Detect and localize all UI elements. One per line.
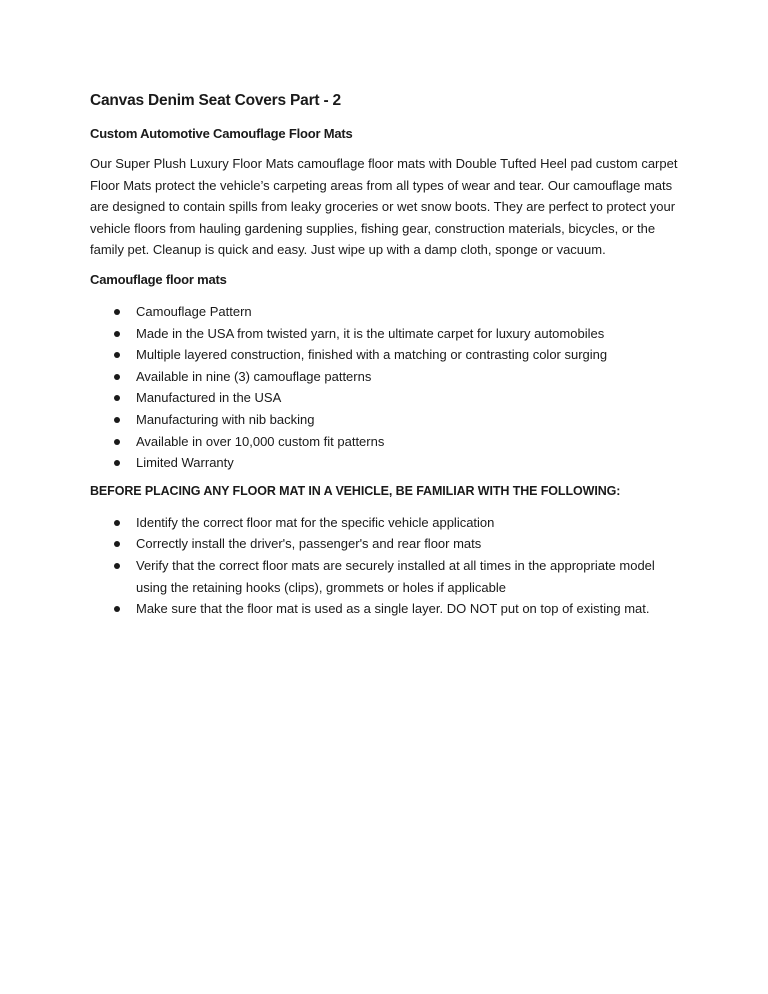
document-title: Canvas Denim Seat Covers Part - 2 <box>90 92 341 109</box>
bullet-icon <box>114 460 120 466</box>
intro-paragraph: Our Super Plush Luxury Floor Mats camouflage floor mats with Double Tufted Heel pad custom carpet Floor Mats protect the vehicle’s carpeting areas from all types of wear and tear. Our camouflage mats are designed to contain spills from leaky groceries or wet snow boots. They are perfect to protect your vehicle floors from hauling gardening supplies, fishing gear, construction materials, bicycles, or the family pet. Cleanup is quick and easy. Just wipe up with a damp cloth, sponge or vacuum. <box>90 156 678 258</box>
features-list <box>90 301 680 474</box>
list-item-text: Correctly install the driver's, passenger's and rear floor mats <box>136 536 482 552</box>
bullet-icon <box>114 563 120 569</box>
list-item-text: Multiple layered construction, finished with a matching or contrasting color surging <box>136 347 608 363</box>
list-item <box>90 366 680 388</box>
warning-heading: BEFORE PLACING ANY FLOOR MAT IN A VEHICLE, BE FAMILIAR WITH THE FOLLOWING: <box>90 483 621 498</box>
list-item <box>90 301 680 323</box>
bullet-icon <box>114 374 120 380</box>
list-item <box>90 533 680 555</box>
list-item-text: Camouflage Pattern <box>136 303 252 319</box>
list-item-text: Identify the correct floor mat for the specific vehicle application <box>136 514 495 530</box>
bullet-icon <box>114 520 120 526</box>
list-item-text: Manufacturing with nib backing <box>136 411 315 427</box>
bullet-icon <box>114 352 120 358</box>
bullet-icon <box>114 309 120 315</box>
list-item <box>90 452 680 474</box>
list-item <box>90 598 680 620</box>
list-item <box>90 409 680 431</box>
document-page <box>90 92 680 630</box>
list-item <box>90 344 680 366</box>
bullet-icon <box>114 417 120 423</box>
list-item-text: Made in the USA from twisted yarn, it is the ultimate carpet for luxury automobiles <box>136 325 605 341</box>
instructions-list <box>90 512 680 620</box>
list-item-text: Available in nine (3) camouflage patterns <box>136 368 372 384</box>
features-heading: Camouflage floor mats <box>90 271 227 287</box>
list-item <box>90 387 680 409</box>
list-item <box>90 323 680 345</box>
list-item-text: Available in over 10,000 custom fit patterns <box>136 433 385 449</box>
list-item-text: Limited Warranty <box>136 455 234 471</box>
list-item <box>90 555 680 598</box>
bullet-icon <box>114 395 120 401</box>
bullet-icon <box>114 606 120 612</box>
section-subtitle: Custom Automotive Camouflage Floor Mats <box>90 126 353 141</box>
list-item <box>90 512 680 534</box>
bullet-icon <box>114 331 120 337</box>
list-item-text: Manufactured in the USA <box>136 390 282 406</box>
list-item <box>90 431 680 453</box>
list-item-text: Verify that the correct floor mats are securely installed at all times in the appropriate model using the retaining hooks (clips), grommets or holes if applicable <box>136 557 655 595</box>
list-item-text: Make sure that the floor mat is used as a single layer. DO NOT put on top of existing mat. <box>136 601 650 617</box>
bullet-icon <box>114 439 120 445</box>
bullet-icon <box>114 541 120 547</box>
